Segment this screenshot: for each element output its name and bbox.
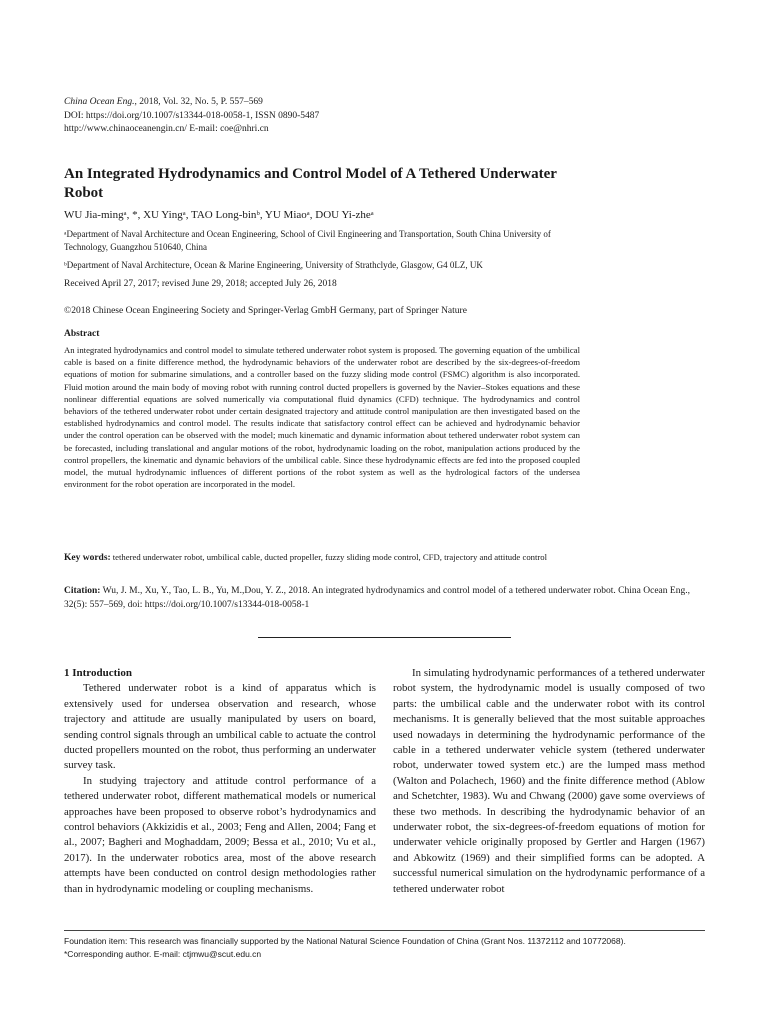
copyright-notice: ©2018 Chinese Ocean Engineering Society and Springer-Verlag GmbH Germany, part of Springer Nature — [64, 306, 467, 316]
footnote-divider — [64, 930, 705, 931]
doi-line: DOI: https://doi.org/10.1007/s13344-018-0058-1, ISSN 0890-5487 — [64, 110, 320, 121]
journal-citation-line — [64, 96, 319, 110]
affiliation-b: ᵇDepartment of Naval Architecture, Ocean & Marine Engineering, University of Strathclyde, Glasgow, G4 0LZ, UK — [64, 260, 483, 270]
citation-label: Citation: — [64, 586, 101, 596]
right-column — [393, 666, 705, 897]
keywords-label: Key words: — [64, 553, 111, 563]
introduction-heading: 1 Introduction — [64, 667, 132, 679]
keywords — [64, 551, 580, 564]
intro-paragraph: In studying trajectory and attitude control performance of a tethered underwater robot, different mathematical models or numerical approaches have been proposed to observe robot’s hydrodynamics and control behaviors (Akkizidis et al., 2003; Feng and Allen, 2004; Fang et al., 2007; Bagheri and Moghaddam, 2009; Bessa et al., 2010; Vu et al., 2017). In the underwater robotics area, most of the above research attempts have been conducted on control design methodologies rather than in hydrodynamic modeling or coupling mechanisms. — [64, 774, 376, 895]
author-list: WU Jia-mingᵃ, *, XU Yingᵃ, TAO Long-binᵇ, YU Miaoᵃ, DOU Yi-zheᵃ — [64, 209, 374, 221]
citation-text: Wu, J. M., Xu, Y., Tao, L. B., Yu, M.,Dou, Y. Z., 2018. An integrated hydrodynamics and control model of a tethered underwater robot. China Ocean Eng., 32(5): 557–569, doi: https://doi.org/10.1007/s13344-018-0058-1 — [64, 586, 690, 610]
intro-paragraph: In simulating hydrodynamic performances of a tethered underwater robot system, the hydrodynamic model is usually composed of two parts: the umbilical cable and the underwater robot with its control mechanisms. It is generally believed that the most suitable approaches used nowadays in determining the hydrodynamic performance of the cable in a tethered underwater vehicle system (tethered underwater robot, underwater towed system etc.) are the lumped mass method (Walton and Polachech, 1960) and the finite difference method (Ablow and Schetchter, 1983). Wu and Chwang (2000) gave some overviews of these two methods. In describing the hydrodynamic behavior of an underwater robot, the six-degrees-of-freedom equations of motion for underwater vehicle originally proposed by Gertler and Hargen (1967) and Abkowitz (1969) and their simplified forms can be adopted. A successful numerical simulation on the hydrodynamic performance of a tethered underwater robot — [393, 667, 705, 895]
section-divider — [258, 637, 511, 638]
contact-line: http://www.chinaoceanengin.cn/ E-mail: coe@nhri.cn — [64, 124, 269, 134]
citation — [64, 584, 709, 612]
left-column — [64, 666, 376, 897]
corresponding-author-footnote: *Corresponding author. E-mail: ctjmwu@scut.edu.cn — [64, 949, 262, 959]
foundation-footnote: Foundation item: This research was financially supported by the National Natural Science Foundation of China (Grant Nos. 11372112 and 10772068). — [64, 936, 626, 946]
keywords-text: tethered underwater robot, umbilical cable, ducted propeller, fuzzy sliding mode control, CFD, trajectory and attitude control — [112, 552, 548, 562]
intro-paragraph: Tethered underwater robot is a kind of apparatus which is extensively used for undersea observation and research, whose trajectory and attitude are usually manipulated by users on board, sending control signals through an umbilical cable to actuate the control ducted propellers mounted on the robot, thus performing an underwater survey task. — [64, 682, 376, 772]
affiliation-a: ᵃDepartment of Naval Architecture and Ocean Engineering, School of Civil Engineering and Transportation, South China University of Technology, Guangzhou 510640, China — [64, 229, 551, 252]
journal-name: China Ocean Eng. — [64, 97, 135, 107]
journal-header — [64, 96, 319, 137]
received-dates: Received April 27, 2017; revised June 29, 2018; accepted July 26, 2018 — [64, 279, 337, 289]
abstract-heading: Abstract — [64, 329, 100, 339]
abstract-text: An integrated hydrodynamics and control model to simulate tethered underwater robot system is proposed. The governing equation of the umbilical cable is based on a finite difference method, the hydrodynamic behaviors of the underwater robot are described by the six-degrees-of-freedom equations of motion for submarine simulations, and a controller based on the fuzzy sliding mode control (FSMC) algorithm is also incorporated. Fluid motion around the main body of moving robot with running control ducted propellers is governed by the Navier–Stokes equations and these nonlinear differential equations are solved numerically via computational fluid dynamics (CFD) technique. The hydrodynamics and control behaviors of the tethered underwater robot under certain designated trajectory and attitude control manipulation are then investigated based on the established hydrodynamics and control model. The results indicate that satisfactory control effect can be achieved and hydrodynamic behavior under the control operation can be observed with the model; much kinematic and dynamic information about tethered underwater robot system can be forecasted, including translational and angular motions of the robot, hydrodynamic loading on the robot, manipulation actions produced by the control propellers, the kinematic and dynamic behaviors of the umbilical cable. Since these hydrodynamic effects are fed into the proposed coupled model, the mutual hydrodynamic influences of different portions of the robot system as well as the hydrological factors of the undersea environment for the robot operation are incorporated in the model. — [64, 345, 580, 490]
journal-volume: , 2018, Vol. 32, No. 5, P. 557–569 — [134, 97, 263, 107]
paper-title: An Integrated Hydrodynamics and Control Model of A Tethered Underwater Robot — [64, 166, 557, 201]
